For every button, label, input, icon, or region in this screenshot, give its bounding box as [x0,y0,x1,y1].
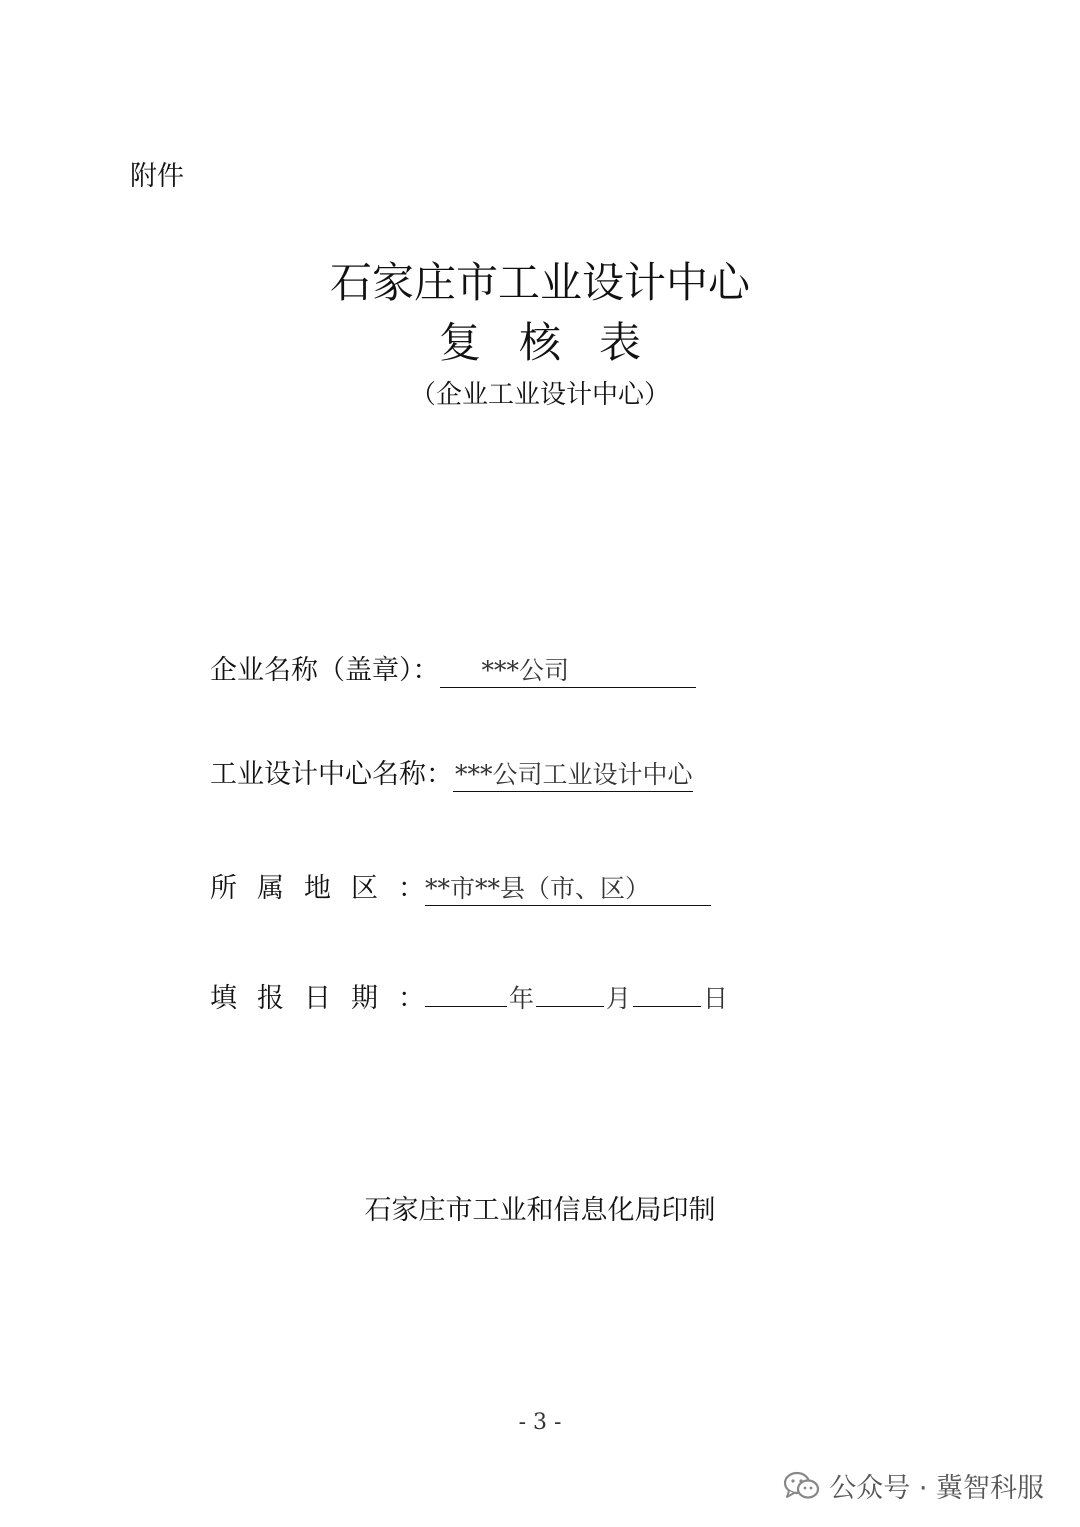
region-row [210,866,711,906]
day-unit: 日 [703,984,729,1013]
design-center-row [210,752,693,792]
document-category: （企业工业设计中心） [409,380,670,410]
wechat-icon [783,1470,821,1502]
watermark-text: 公众号 · 冀智科服 [829,1473,1044,1504]
region-label: 所属地区： [210,873,445,904]
month-field[interactable] [536,982,604,1007]
company-name-field[interactable]: ***公司 [440,651,696,688]
attachment-label: 附件 [130,161,184,192]
company-name-label: 企业名称（盖章）： [210,655,440,686]
year-unit: 年 [509,984,535,1013]
region-field[interactable]: **市**县（市、区） [425,869,711,906]
design-center-field[interactable]: ***公司工业设计中心 [453,755,693,792]
design-center-label: 工业设计中心名称： [210,759,453,790]
date-label: 填报日期： [210,983,445,1014]
document-title: 石家庄市工业设计中心 [329,258,750,307]
day-field[interactable] [633,982,701,1007]
page-number: - 3 - [518,1410,562,1435]
date-row [210,976,730,1015]
company-name-row [210,648,696,688]
watermark [783,1466,1044,1505]
year-field[interactable] [425,982,507,1007]
month-unit: 月 [606,984,632,1013]
document-subtitle-review-table: 复核表 [438,318,679,367]
issuer-label: 石家庄市工业和信息化局印制 [364,1195,716,1226]
